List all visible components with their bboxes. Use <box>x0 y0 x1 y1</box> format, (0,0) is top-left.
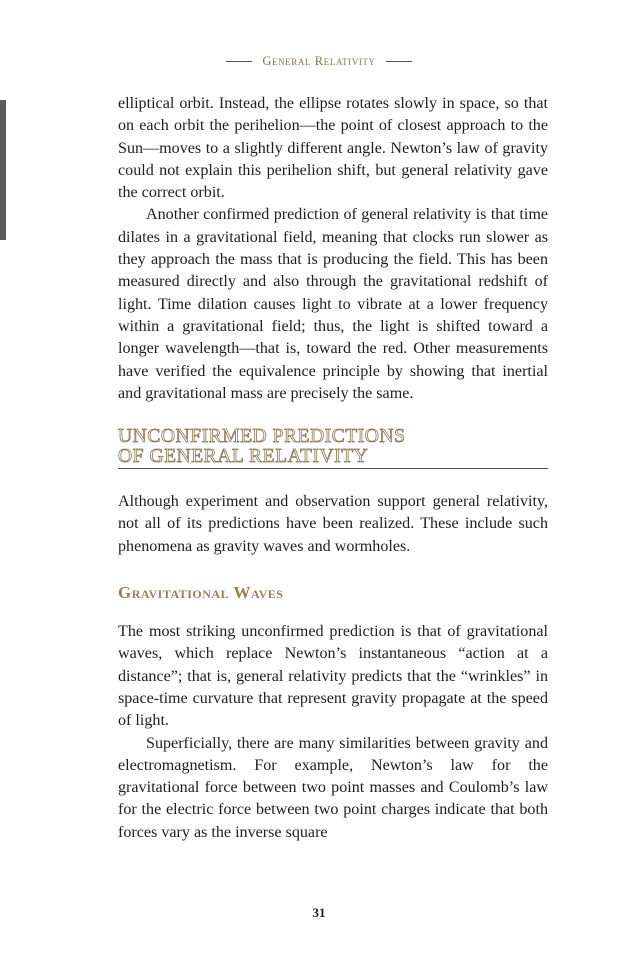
section-heading <box>118 427 548 469</box>
running-head <box>0 54 638 69</box>
page-edge-tab <box>0 100 6 240</box>
page-body <box>118 93 548 844</box>
paragraph-time-dilation: Another confirmed prediction of general relativity is that time dilates in a gravitational field, meaning that clocks run slower as they approach the mass that is producing the field. This has been measured directly and also through the gravitational redshift of light. Time dilation causes light to vibrate at a lower frequency within a gravitational field; thus, the light is shifted toward a longer wavelength—that is, toward the red. Other measurements have verified the equivalence principle by showing that inertial and gravitational mass are precisely the same. <box>118 206 548 402</box>
paragraph-gravitational-waves: The most striking unconfirmed prediction is that of gravitational waves, which replace Newton’s instantaneous “action at a distance”; that is, general relativity predicts that the “wrinkles” in space-time curvature that represent gravity propagate at the speed of light. <box>118 623 548 730</box>
section-heading-line-1: UNCONFIRMED PREDICTIONS <box>118 426 406 448</box>
section-heading-line-2: OF GENERAL RELATIVITY <box>118 445 369 467</box>
running-head-title: General Relativity <box>262 54 376 68</box>
subsection-heading: Gravitational Waves <box>118 583 284 603</box>
running-head-rule-right <box>386 61 412 62</box>
paragraph-section-intro: Although experiment and observation support general relativity, not all of its predictions have been realized. These include such phenomena as gravity waves and wormholes. <box>118 493 548 555</box>
paragraph-electromagnetism: Superficially, there are many similarities between gravity and electromagnetism. For example, Newton’s law for the gravitational force between two point masses and Coulomb’s law for the electric force between two point charges indicate that both forces vary as the inverse square <box>118 734 548 841</box>
running-head-rule-left <box>226 61 252 62</box>
paragraph-perihelion: elliptical orbit. Instead, the ellipse rotates slowly in space, so that on each orbit the perihelion—the point of closest approach to the Sun—moves to a slightly different angle. Newton’s law of gravity could not explain this perihelion shift, but general relativity gave the correct orbit. <box>118 95 548 202</box>
page-number: 31 <box>312 905 326 920</box>
